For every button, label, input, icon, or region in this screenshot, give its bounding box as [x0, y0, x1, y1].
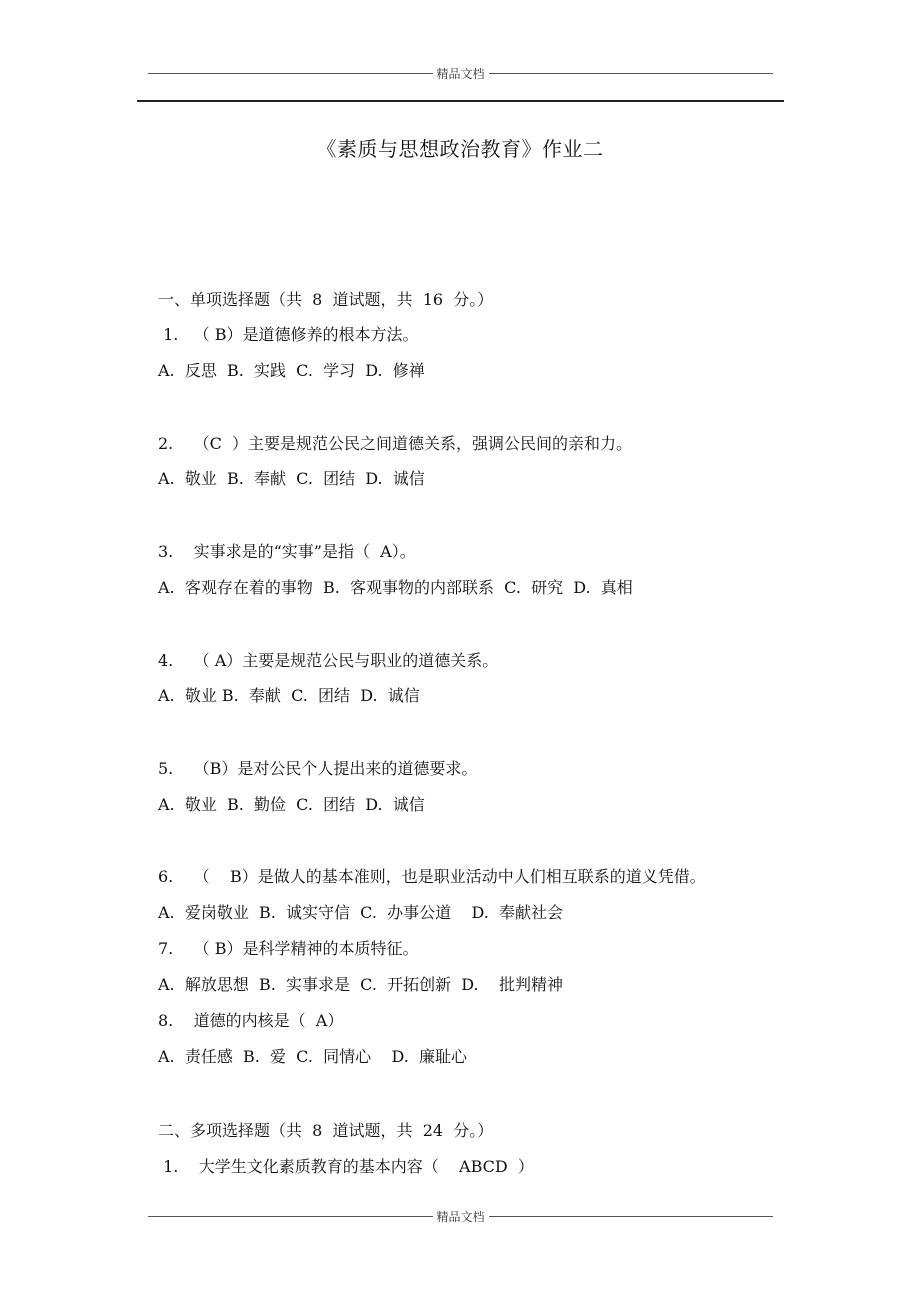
question-5-stem: 5. （B）是对公民个人提出来的道德要求。 — [158, 759, 478, 778]
section2-heading: 二、多项选择题（共 8 道试题，共 24 分。） — [158, 1121, 494, 1140]
question-2-options: A. 敬业 B. 奉献 C. 团结 D. 诚信 — [158, 469, 425, 488]
question-1-options: A. 反思 B. 实践 C. 学习 D. 修禅 — [158, 361, 425, 380]
header-rule — [137, 100, 784, 102]
question-8-options: A. 责任感 B. 爱 C. 同情心 D. 廉耻心 — [158, 1047, 467, 1066]
document-title: 《素质与思想政治教育》作业二 — [316, 137, 604, 161]
question-3-options: A. 客观存在着的事物 B. 客观事物的内部联系 C. 研究 D. 真相 — [158, 578, 633, 597]
footer-watermark — [148, 1207, 773, 1225]
question-4-stem: 4. （ A）主要是规范公民与职业的道德关系。 — [158, 651, 499, 670]
header-dash-left — [148, 73, 433, 74]
question-6-stem: 6. （ B）是做人的基本准则，也是职业活动中人们相互联系的道义凭借。 — [158, 867, 706, 886]
question-3-stem: 3. 实事求是的“实事”是指（ A）。 — [158, 542, 416, 561]
footer-dash-left — [148, 1216, 433, 1217]
question-7-options: A. 解放思想 B. 实事求是 C. 开拓创新 D. 批判精神 — [158, 975, 563, 994]
question-8-stem: 8. 道德的内核是（ A） — [158, 1011, 344, 1030]
header-dash-right — [489, 73, 774, 74]
footer-mark-text: 精品文档 — [436, 1209, 485, 1224]
question-7-stem: 7. （ B）是科学精神的本质特征。 — [158, 939, 419, 958]
header-mark-text: 精品文档 — [436, 66, 485, 81]
footer-dash-right — [489, 1216, 774, 1217]
question-1-stem: 1. （ B）是道德修养的根本方法。 — [158, 325, 419, 344]
question-5-options: A. 敬业 B. 勤俭 C. 团结 D. 诚信 — [158, 795, 425, 814]
section1-heading: 一、单项选择题（共 8 道试题，共 16 分。） — [158, 290, 494, 309]
header-watermark — [148, 64, 773, 82]
question-4-options: A. 敬业 B. 奉献 C. 团结 D. 诚信 — [158, 686, 420, 705]
question-6-options: A. 爱岗敬业 B. 诚实守信 C. 办事公道 D. 奉献社会 — [158, 903, 563, 922]
section2-question-1-stem: 1. 大学生文化素质教育的基本内容（ ABCD ） — [158, 1157, 534, 1176]
question-2-stem: 2. （C ）主要是规范公民之间道德关系，强调公民间的亲和力。 — [158, 434, 633, 453]
